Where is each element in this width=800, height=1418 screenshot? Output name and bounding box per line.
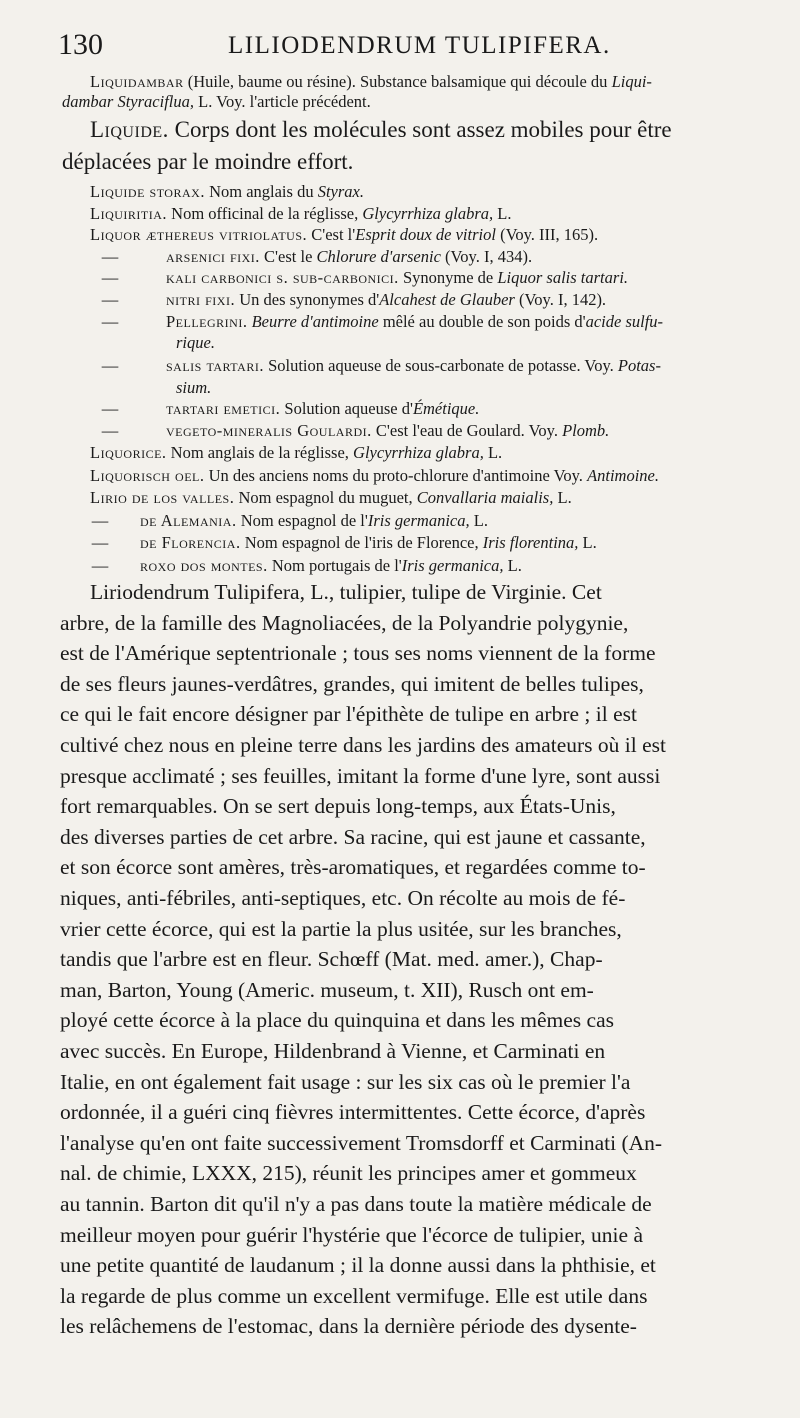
- article-line: presque acclimaté ; ses feuilles, imitant la forme d'une lyre, sont aussi: [60, 763, 661, 788]
- article-line: Italie, en ont également fait usage : sur les six cas où le premier l'a: [60, 1069, 631, 1094]
- running-title: LILIODENDRUM TULIPIFERA.: [228, 32, 611, 59]
- article-line: l'analyse qu'en ont faite successivement Tromsdorff et Carminati (An-: [60, 1130, 663, 1155]
- entry-de-florencia: — de Florencia. Nom espagnol de l'iris de Florence, Iris florentina, L.: [91, 533, 597, 552]
- article-line: fort remarquables. On se sert depuis long-temps, aux États-Unis,: [60, 794, 616, 819]
- article-line: ce qui le fait encore désigner par l'épithète de tulipe en arbre ; il est: [60, 702, 637, 727]
- entry-kali-carbonici: — kali carbonici s. sub-carbonici. Synonyme de Liquor salis tartari.: [101, 268, 629, 287]
- entry-pellegrini-cont: rique.: [176, 333, 215, 352]
- article-line: ployé cette écorce à la place du quinquina et dans les mêmes cas: [60, 1008, 614, 1033]
- article-line: niques, anti-fébriles, anti-septiques, etc. On récolte au mois de fé-: [60, 886, 626, 910]
- entry-arsenici-fixi: — arsenici fixi. C'est le Chlorure d'arsenic (Voy. I, 434).: [101, 247, 533, 266]
- entry-nitri-fixi: — nitri fixi. Un des synonymes d'Alcahest de Glauber (Voy. I, 142).: [101, 290, 607, 309]
- article-line: et son écorce sont amères, très-aromatiques, et regardées comme to-: [60, 855, 646, 880]
- article-line: les relâchemens de l'estomac, dans la dernière période des dysente-: [60, 1314, 637, 1339]
- entry-salis-tartari: — salis tartari. Solution aqueuse de sous-carbonate de potasse. Voy. Potas-: [101, 356, 661, 375]
- article-line: cultivé chez nous en pleine terre dans les jardins des amateurs où il est: [60, 733, 666, 757]
- article-line: la regarde de plus comme un excellent vermifuge. Elle est utile dans: [60, 1283, 648, 1308]
- entry-liquidambar: Liquidambar (Huile, baume ou résine). Substance balsamique qui découle du Liqui-: [90, 72, 652, 91]
- article-line: une petite quantité de laudanum ; il la donne aussi dans la phthisie, et: [60, 1253, 656, 1278]
- article-line: au tannin. Barton dit qu'il n'y a pas dans toute la matière médicale de: [60, 1192, 652, 1216]
- entry-pellegrini: — Pellegrini. Beurre d'antimoine mêlé au double de son poids d'acide sulfu-: [101, 312, 664, 331]
- entry-liquide-storax: Liquide storax. Nom anglais du Styrax.: [90, 182, 364, 201]
- entry-liquiritia: Liquiritia. Nom officinal de la réglisse, Glycyrrhiza glabra, L.: [90, 204, 512, 223]
- article-line: est de l'Amérique septentrionale ; tous ses noms viennent de la forme: [60, 641, 656, 666]
- page-header: [58, 28, 742, 68]
- entry-liquorisch-oel: Liquorisch oel. Un des anciens noms du proto-chlorure d'antimoine Voy. Antimoine.: [90, 466, 660, 485]
- article-line: des diverses parties de cet arbre. Sa racine, qui est jaune et cassante,: [60, 824, 646, 849]
- article-line: avec succès. En Europe, Hildenbrand à Vienne, et Carminati en: [60, 1039, 606, 1063]
- page-number: 130: [58, 28, 103, 61]
- entry-salis-tartari-cont: sium.: [176, 378, 212, 397]
- entry-de-alemania: — de Alemania. Nom espagnol de l'Iris germanica, L.: [91, 511, 488, 530]
- entry-liquide: Liquide. Corps dont les molécules sont assez mobiles pour être: [90, 117, 672, 142]
- entry-vegeto-mineralis: — vegeto-mineralis Goulardi. C'est l'eau de Goulard. Voy. Plomb.: [101, 421, 610, 440]
- article-line: tandis que l'arbre est en fleur. Schœff (Mat. med. amer.), Chap-: [60, 947, 603, 972]
- article-line: man, Barton, Young (Americ. museum, t. XII), Rusch ont em-: [60, 977, 594, 1002]
- entry-tartari-emetici: — tartari emetici. Solution aqueuse d'Émétique.: [101, 399, 480, 418]
- article-line: vrier cette écorce, qui est la partie la plus usitée, sur les branches,: [60, 916, 622, 941]
- article-line: arbre, de la famille des Magnoliacées, de la Polyandrie polygynie,: [60, 610, 629, 635]
- entry-roxo-dos-montes: — roxo dos montes. Nom portugais de l'Iris germanica, L.: [91, 556, 522, 575]
- article-line: de ses fleurs jaunes-verdâtres, grandes, qui imitent de belles tulipes,: [60, 671, 644, 696]
- article-line: ordonnée, il a guéri cinq fièvres intermittentes. Cette écorce, d'après: [60, 1100, 646, 1125]
- entry-liquidambar-cont: dambar Styraciflua, L. Voy. l'article précédent.: [62, 92, 371, 111]
- entry-lirio-de-los-valles: Lirio de los valles. Nom espagnol du muguet, Convallaria maialis, L.: [90, 488, 572, 507]
- article-line: meilleur moyen pour guérir l'hystérie que l'écorce de tulipier, unie à: [60, 1222, 643, 1247]
- entry-liquor-aethereus: Liquor æthereus vitriolatus. C'est l'Esprit doux de vitriol (Voy. III, 165).: [90, 225, 599, 244]
- entry-liquide-cont: déplacées par le moindre effort.: [62, 149, 354, 174]
- article-line: nal. de chimie, LXXX, 215), réunit les principes amer et gommeux: [60, 1161, 637, 1186]
- article-line: Liriodendrum Tulipifera, L., tulipier, tulipe de Virginie. Cet: [90, 580, 602, 604]
- entry-liquorice: Liquorice. Nom anglais de la réglisse, Glycyrrhiza glabra, L.: [90, 443, 503, 462]
